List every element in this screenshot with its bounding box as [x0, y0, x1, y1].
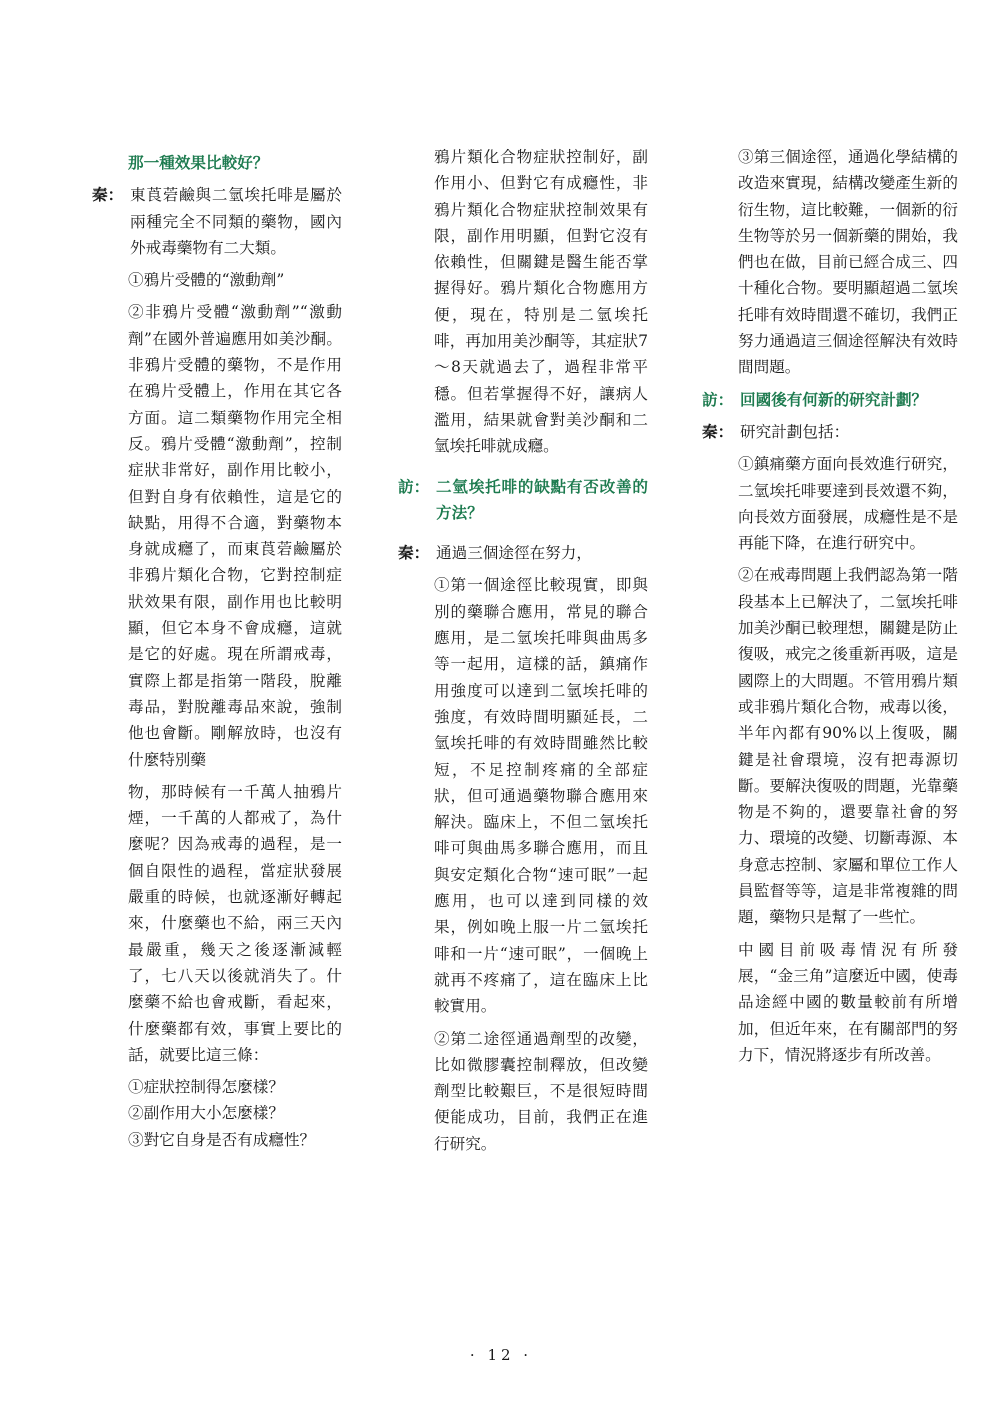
- paragraph: ①第一個途徑比較現實，即與別的藥聯合應用，常見的聯合應用，是二氫埃托啡與曲馬多等一起用，這樣的話，鎮痛作用強度可以達到二氫埃托啡的強度，有效時間明顯延長，二氫埃托啡的有效時間雖然比較短，不足控制疼痛的全部症狀，但可通過藥物聯合應用來解決。臨床上，不但二氫埃托啡可與曲馬多聯合應用，而且與安定類化合物“速可眠”一起應用，也可以達到同樣的效果，例如晚上服一片二氫埃托啡和一片“速可眠”，一個晚上就再不疼痛了，這在臨床上比較實用。: [434, 576, 648, 1016]
- paragraph: ②非鴉片受體“激動劑”“激動劑”在國外普遍應用如美沙酮。非鴉片受體的藥物，不是作用在鴉片受體上，作用在其它各方面。這二類藥物作用完全相反。鴉片受體“激動劑”，控制症狀非常好，副作用比較小，但對自身有依賴性，這是它的缺點，用得不合適，對藥物本身就成癮了，而東莨菪鹼屬於非鴉片類化合物，它對控制症狀效果有限，副作用也比較明顯，但它本身不會成癮，這就是它的好處。現在所謂戒毒，實際上都是指第一階段，脫離毒品，對脫離毒品來說，強制他也會斷。剛解放時，也沒有什麼特別藥: [128, 303, 342, 769]
- answer-block: [92, 182, 342, 261]
- paragraph: ③第三個途徑，通過化學結構的改造來實現，結構改變產生新的衍生物，這比較難，一個新的衍生物等於另一個新藥的開始，我們也在做，目前已經合成三、四十種化合物。要明顯超過二氫埃托啡有效時間還不確切，我們正努力通過這三個途徑解決有效時間問題。: [738, 148, 958, 377]
- paragraph: ②副作用大小怎麼樣？: [128, 1104, 284, 1123]
- column-2: [398, 144, 648, 1163]
- answer-text: 通過三個途徑在努力，: [436, 544, 592, 563]
- answer-text: 東莨菪鹼與二氫埃托啡是屬於兩種完全不同類的藥物，國內外戒毒藥物有二大類。: [130, 186, 342, 257]
- question-text: 二氫埃托啡的缺點有否改善的方法？: [436, 476, 648, 522]
- speaker-label: 秦：: [92, 185, 124, 205]
- interviewer-label: 訪：: [702, 389, 734, 409]
- paragraph: ③對它自身是否有成癮性？: [128, 1130, 316, 1149]
- section-heading: 那一種效果比較好？: [128, 153, 269, 172]
- speaker-label: 秦：: [398, 543, 430, 563]
- answer-block: [702, 419, 958, 445]
- question-block: [702, 387, 958, 413]
- paragraph: 中國目前吸毒情況有所發展，“金三角”這麼近中國，使毒品途經中國的數量較前有所增加，但近年來，在有關部門的努力下，情況將逐步有所改善。: [738, 940, 958, 1064]
- paragraph: ②第二途徑通過劑型的改變，比如微膠囊控制釋放，但改變劑型比較艱巨，不是很短時間便能成功，目前，我們正在進行研究。: [434, 1029, 648, 1153]
- interviewer-label: 訪：: [398, 476, 430, 496]
- column-1: [92, 144, 342, 1159]
- paragraph: ①症狀控制得怎麼樣？: [128, 1078, 284, 1097]
- speaker-label: 秦：: [702, 421, 734, 441]
- paragraph: ①鴉片受體的“激動劑”: [128, 271, 285, 290]
- paragraph: ②在戒毒問題上我們認為第一階段基本上已解決了，二氫埃托啡加美沙酮已較理想，關鍵是防止復吸，戒完之後重新再吸，這是國際上的大問題。不管用鴉片類或非鴉片類化合物，戒毒以後，半年內都有90%以上復吸，關鍵是社會環境，沒有把毒源切斷。要解決復吸的問題，光靠藥物是不夠的，還要靠社會的努力、環境的改變、切斷毒源、本身意志控制、家屬和單位工作人員監督等等，這是非常複雜的問題，藥物只是幫了一些忙。: [738, 566, 958, 927]
- answer-block: [398, 540, 648, 566]
- column-3: [702, 144, 958, 1074]
- paragraph: 鴉片類化合物症狀控制好，副作用小、但對它有成癮性，非鴉片類化合物症狀控制效果有限，副作用明顯，但對它沒有依賴性，但關鍵是醫生能否掌握得好。鴉片類化合物應用方便，現在，特別是二氫埃托啡，再加用美沙酮等，其症狀7～8天就過去了，過程非常平穩。但若掌握得不好，讓病人濫用，結果就會對美沙酮和二氫埃托啡就成癮。: [434, 148, 648, 456]
- paragraph: ①鎮痛藥方面向長效進行研究，二氫埃托啡要達到長效還不夠，向長效方面發展，成癮性是不是再能下降，在進行研究中。: [738, 455, 958, 553]
- question-text: 回國後有何新的研究計劃？: [740, 389, 928, 409]
- page-number: · 12 ·: [469, 1346, 533, 1364]
- paragraph: 物，那時候有一千萬人抽鴉片煙，一千萬的人都戒了，為什麼呢？因為戒毒的過程，是一個自限性的過程，當症狀發展嚴重的時候，也就逐漸好轉起來，什麼藥也不給，兩三天內最嚴重，幾天之後逐漸減輕了，七八天以後就消失了。什麼藥不給也會戒斷，看起來，什麼藥都有效，事實上要比的話，就要比這三條：: [128, 782, 342, 1064]
- question-block: [398, 474, 648, 527]
- answer-text: 研究計劃包括：: [740, 422, 850, 441]
